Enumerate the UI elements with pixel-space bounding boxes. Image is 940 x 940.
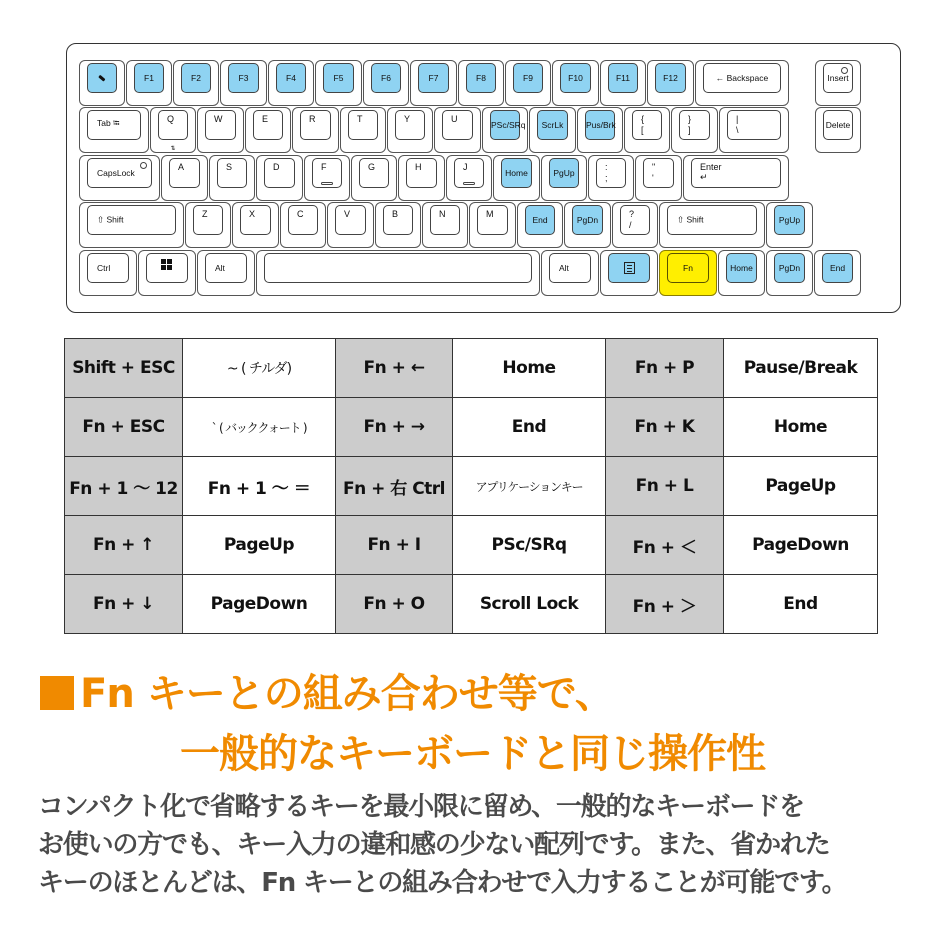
key-t[interactable]: [340, 107, 386, 153]
key-f2[interactable]: [173, 60, 219, 106]
shortcut-combo-cell: Fn + 1 ～ 12: [65, 457, 183, 516]
key-fn[interactable]: [659, 250, 717, 296]
table-row: [65, 516, 878, 575]
key-backspace[interactable]: [695, 60, 789, 106]
fn-shortcut-table: [64, 338, 878, 634]
keycap-quote: [643, 158, 674, 188]
key-f10[interactable]: [552, 60, 599, 106]
keycap-f3: [228, 63, 259, 93]
key-win[interactable]: [138, 250, 196, 296]
keycap-up: [774, 205, 805, 235]
key-u[interactable]: [434, 107, 481, 153]
key-b[interactable]: [375, 202, 421, 248]
keycap-win: [146, 253, 188, 283]
keycap-lalt: [205, 253, 247, 283]
keycap-f11: [608, 63, 638, 93]
description-line-2: お使いの方でも、キー入力の違和感の少ない配列です。また、省かれた: [38, 830, 830, 860]
keycap-c: [288, 205, 318, 235]
key-label: E: [262, 114, 269, 124]
key-sublegend: ⇅: [170, 145, 176, 152]
keycap-g: [359, 158, 389, 188]
key-label: J: [463, 162, 468, 172]
keycap-delete: [823, 110, 853, 140]
keycap-n: [430, 205, 460, 235]
key-label: V: [344, 209, 351, 219]
key-f4[interactable]: [268, 60, 314, 106]
key-label: Enter: [700, 162, 722, 172]
shortcut-combo-cell: Fn + ↑: [65, 516, 183, 575]
key-rshift[interactable]: [659, 202, 765, 248]
table-row: [65, 575, 878, 634]
key-m[interactable]: [469, 202, 516, 248]
keycap-rctrl: [608, 253, 650, 283]
shortcut-result-cell: PageUp: [183, 516, 336, 575]
keycap-semicolon: [596, 158, 626, 188]
shortcut-result-cell: PSc/SRq: [453, 516, 606, 575]
key-label: Insert: [827, 73, 849, 83]
keycap-left: [726, 253, 757, 283]
shortcut-combo-cell: Fn + ＞: [606, 575, 724, 634]
keycap-f: [312, 158, 342, 188]
key-label: |: [736, 114, 739, 124]
key-label: F8: [476, 73, 486, 83]
key-label: F1: [144, 73, 154, 83]
keycap-a: [169, 158, 200, 188]
key-label: Tab ⭾: [97, 118, 120, 128]
key-label: }: [688, 114, 692, 124]
key-h[interactable]: [398, 155, 445, 201]
keycap-backslash: [727, 110, 781, 140]
shortcut-result-cell: Fn + 1 ～ ＝: [183, 457, 336, 516]
shortcut-result-cell: PageUp: [724, 457, 878, 516]
description-line-1: コンパクト化で省略するキーを最小限に留め、一般的なキーボードを: [38, 792, 804, 822]
key-tab[interactable]: [79, 107, 149, 153]
shortcut-combo-cell: Fn + ↓: [65, 575, 183, 634]
key-f5[interactable]: [315, 60, 362, 106]
key-bracket-open[interactable]: [624, 107, 670, 153]
key-f11[interactable]: [600, 60, 646, 106]
shortcut-result-cell: ~ ( チルダ): [183, 339, 336, 398]
key-label: PgDn: [576, 215, 599, 225]
shortcut-combo-cell: Fn + P: [606, 339, 724, 398]
key-down[interactable]: [766, 250, 813, 296]
key-e[interactable]: [245, 107, 291, 153]
keycap-esc: [87, 63, 117, 93]
keycap-q: [158, 110, 188, 140]
keycap-e: [253, 110, 283, 140]
application-menu-icon: [624, 262, 635, 274]
key-insert[interactable]: [815, 60, 861, 106]
shortcut-combo-cell: Fn + K: [606, 398, 724, 457]
keycap-p: [585, 110, 615, 140]
shortcut-result-cell: Home: [724, 398, 878, 457]
key-lalt[interactable]: [197, 250, 255, 296]
key-space[interactable]: [256, 250, 540, 296]
headline-text-1: Fn キーとの組み合わせ等で、: [80, 671, 614, 717]
headline-line-2: [180, 722, 765, 779]
key-quote[interactable]: [635, 155, 682, 201]
shortcut-result-cell: End: [724, 575, 878, 634]
key-lctrl[interactable]: [79, 250, 137, 296]
shortcut-result-cell: Home: [453, 339, 606, 398]
key-f1[interactable]: [126, 60, 172, 106]
key-s[interactable]: [209, 155, 255, 201]
keycap-f8: [466, 63, 496, 93]
key-label: ScrLk: [541, 120, 564, 130]
headline-line-1: [40, 662, 614, 719]
key-semicolon[interactable]: [588, 155, 634, 201]
key-l[interactable]: [541, 155, 587, 201]
shortcut-combo-cell: Fn + L: [606, 457, 724, 516]
key-label: F3: [238, 73, 249, 83]
keycap-s: [217, 158, 247, 188]
key-ralt[interactable]: [541, 250, 599, 296]
description-line-3: キーのほとんどは、Fn キーとの組み合わせで入力することが可能です。: [38, 868, 847, 898]
table-row: [65, 339, 878, 398]
key-a[interactable]: [161, 155, 208, 201]
keycap-fn: [667, 253, 709, 283]
key-y[interactable]: [387, 107, 433, 153]
key-c[interactable]: [280, 202, 326, 248]
key-delete[interactable]: [815, 107, 861, 153]
key-j[interactable]: [446, 155, 492, 201]
keycap-tab: [87, 110, 141, 140]
keycap-f6: [371, 63, 401, 93]
key-f12[interactable]: [647, 60, 694, 106]
key-x[interactable]: [232, 202, 279, 248]
key-label: F12: [663, 73, 678, 83]
key-label: Alt: [215, 263, 225, 273]
shortcut-combo-cell: Fn + 右 Ctrl: [336, 457, 453, 516]
keycap-down: [774, 253, 805, 283]
key-label-secondary: [: [641, 125, 644, 135]
keycap-b: [383, 205, 413, 235]
key-label: B: [392, 209, 399, 219]
shortcut-result-cell: End: [453, 398, 606, 457]
led-indicator-icon: [140, 162, 147, 169]
key-f6[interactable]: [363, 60, 409, 106]
keycap-backspace: [703, 63, 781, 93]
key-label-secondary: ↵: [700, 172, 708, 182]
key-p[interactable]: [577, 107, 623, 153]
key-rctrl[interactable]: [600, 250, 658, 296]
key-label-secondary: ;: [605, 173, 608, 183]
keycap-f2: [181, 63, 211, 93]
key-label: U: [451, 114, 458, 124]
key-label: F7: [428, 73, 439, 83]
keycap-f12: [655, 63, 686, 93]
key-label: ← Backspace: [715, 73, 769, 83]
keycap-bracket-close: [679, 110, 710, 140]
key-label: F11: [615, 73, 631, 83]
key-label: Alt: [559, 263, 569, 273]
key-label: F: [321, 162, 327, 172]
key-label: ⇧ Shift: [97, 214, 124, 225]
key-label-secondary: ]: [688, 125, 691, 135]
key-label: F5: [333, 73, 344, 83]
key-label: Ctrl: [97, 263, 111, 273]
keycap-f4: [276, 63, 306, 93]
shortcut-result-cell: PageDown: [183, 575, 336, 634]
key-label: F10: [568, 73, 583, 83]
key-label: F9: [523, 73, 533, 83]
key-label: Home: [505, 168, 528, 178]
shortcut-combo-cell: Fn + O: [336, 575, 453, 634]
keycap-space: [264, 253, 532, 283]
keycap-m: [477, 205, 508, 235]
shortcut-combo-cell: Fn + ESC: [65, 398, 183, 457]
keycap-f1: [134, 63, 164, 93]
key-label-secondary: ': [652, 173, 654, 183]
key-esc[interactable]: [79, 60, 125, 106]
keycap-f10: [560, 63, 591, 93]
esc-backtick-icon: [99, 75, 106, 81]
key-n[interactable]: [422, 202, 468, 248]
keycap-y: [395, 110, 425, 140]
keycap-v: [335, 205, 366, 235]
key-label: PgUp: [778, 215, 801, 225]
key-label: :: [605, 162, 608, 172]
headline-text-2: 一般的なキーボードと同じ操作性: [180, 731, 765, 777]
keycap-l: [549, 158, 579, 188]
key-label: F2: [191, 73, 201, 83]
key-o[interactable]: [529, 107, 576, 153]
key-label: End: [829, 263, 846, 273]
keycap-t: [348, 110, 378, 140]
key-v[interactable]: [327, 202, 374, 248]
key-label: PgDn: [778, 263, 801, 273]
keycap-r: [300, 110, 331, 140]
key-label: T: [357, 114, 363, 124]
key-label: Pus/Brk: [586, 120, 616, 130]
shortcut-combo-cell: Fn + ←: [336, 339, 453, 398]
key-label: CapsLock: [97, 168, 135, 178]
keycap-w: [205, 110, 236, 140]
keycap-rshift: [667, 205, 757, 235]
key-enter[interactable]: [683, 155, 789, 201]
key-backslash[interactable]: [719, 107, 789, 153]
key-r[interactable]: [292, 107, 339, 153]
keycap-period: [572, 205, 603, 235]
keycap-f5: [323, 63, 354, 93]
key-comma[interactable]: [517, 202, 563, 248]
key-label: ": [652, 162, 656, 172]
key-label: Z: [202, 209, 208, 219]
keycap-f7: [418, 63, 449, 93]
shortcut-result-cell: Scroll Lock: [453, 575, 606, 634]
key-f[interactable]: [304, 155, 350, 201]
key-label: Fn: [683, 263, 693, 273]
key-period[interactable]: [564, 202, 611, 248]
shortcut-combo-cell: Fn + ＜: [606, 516, 724, 575]
shortcut-result-cell: アプリケーションキー: [453, 457, 606, 516]
shortcut-result-cell: PageDown: [724, 516, 878, 575]
key-right[interactable]: [814, 250, 861, 296]
keycap-h: [406, 158, 437, 188]
keycap-bracket-open: [632, 110, 662, 140]
table-row: [65, 398, 878, 457]
key-label-secondary: \: [736, 125, 739, 135]
keycap-x: [240, 205, 271, 235]
keycap-k: [501, 158, 532, 188]
keycap-u: [442, 110, 473, 140]
key-label: {: [641, 114, 645, 124]
keycap-z: [193, 205, 223, 235]
keycap-d: [264, 158, 295, 188]
key-label: Delete: [825, 120, 851, 130]
keycap-enter: [691, 158, 781, 188]
key-label: M: [486, 209, 494, 219]
keycap-ralt: [549, 253, 591, 283]
key-label: S: [226, 162, 233, 172]
key-label: F6: [381, 73, 391, 83]
key-capslock[interactable]: [79, 155, 160, 201]
keycap-i: [490, 110, 526, 140]
key-label: Q: [167, 114, 175, 124]
key-q[interactable]: [150, 107, 196, 153]
key-label: W: [214, 114, 223, 124]
keycap-lshift: [87, 205, 176, 235]
key-label: PSc/SRq: [491, 120, 526, 130]
shortcut-combo-cell: Shift + ESC: [65, 339, 183, 398]
key-slash[interactable]: [612, 202, 658, 248]
keycap-right: [822, 253, 853, 283]
keycap-j: [454, 158, 484, 188]
keycap-capslock: [87, 158, 152, 188]
key-label: ⇧ Shift: [677, 214, 704, 225]
key-label: Home: [730, 263, 753, 273]
orange-square-bullet-icon: [40, 676, 74, 710]
key-label: C: [297, 209, 304, 219]
key-f9[interactable]: [505, 60, 551, 106]
key-label: Y: [404, 114, 411, 124]
key-label: H: [415, 162, 422, 172]
key-lshift[interactable]: [79, 202, 184, 248]
key-label-secondary: /: [629, 220, 632, 230]
key-label: End: [532, 215, 548, 225]
key-label: D: [273, 162, 280, 172]
shortcut-result-cell: Pause/Break: [724, 339, 878, 398]
key-z[interactable]: [185, 202, 231, 248]
key-bracket-close[interactable]: [671, 107, 718, 153]
led-indicator-icon: [841, 67, 848, 74]
keycap-comma: [525, 205, 555, 235]
key-label: R: [309, 114, 316, 124]
key-label: G: [368, 162, 376, 172]
key-up[interactable]: [766, 202, 813, 248]
description-paragraph: [38, 788, 928, 902]
key-f8[interactable]: [458, 60, 504, 106]
key-label: A: [178, 162, 185, 172]
windows-logo-icon: [161, 259, 172, 270]
keycap-o: [537, 110, 568, 140]
key-label: F4: [286, 73, 296, 83]
key-label: X: [249, 209, 256, 219]
shortcut-result-cell: ` ( バッククォート ): [183, 398, 336, 457]
keycap-slash: [620, 205, 650, 235]
keycap-lctrl: [87, 253, 129, 283]
key-f3[interactable]: [220, 60, 267, 106]
home-row-bump-icon: [321, 182, 333, 185]
keycap-insert: [823, 63, 853, 93]
key-k[interactable]: [493, 155, 540, 201]
key-left[interactable]: [718, 250, 765, 296]
key-label: ?: [629, 209, 635, 219]
key-g[interactable]: [351, 155, 397, 201]
key-label: PgUp: [553, 168, 575, 178]
shortcut-combo-cell: Fn + →: [336, 398, 453, 457]
home-row-bump-icon: [463, 182, 475, 185]
table-row: [65, 457, 878, 516]
key-i[interactable]: [482, 107, 528, 153]
key-w[interactable]: [197, 107, 244, 153]
shortcut-combo-cell: Fn + I: [336, 516, 453, 575]
key-d[interactable]: [256, 155, 303, 201]
keycap-f9: [513, 63, 543, 93]
key-f7[interactable]: [410, 60, 457, 106]
key-label: N: [439, 209, 446, 219]
